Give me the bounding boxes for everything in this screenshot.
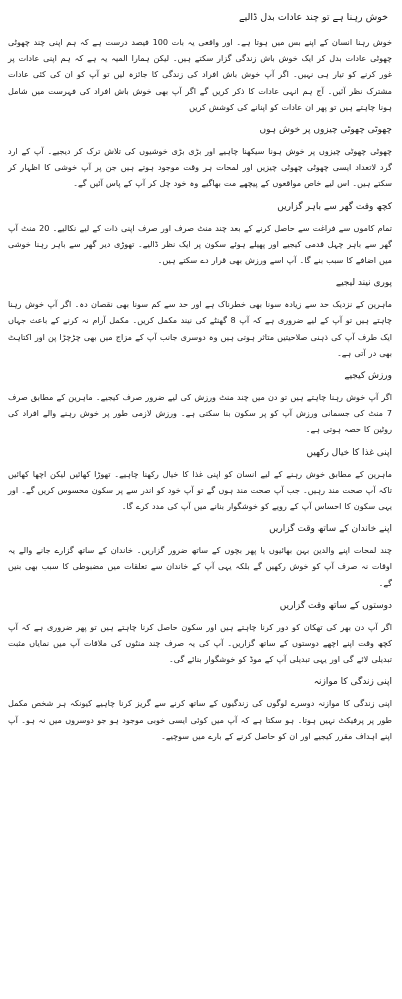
intro-paragraph: خوش رہنا انسان کے اپنے بس میں ہوتا ہے۔ اور واقعی یہ بات 100 فیصد درست ہے کہ ہم اپنی چند چھوٹی چھوٹی عادات بدل کر ایک خوش باش زندگی گزار سکتے ہیں۔ لیکن ہمارا المیہ یہ ہے کہ ہم اپنی عادات پر غور کرنے کو تیار ہی نہیں۔ اگر آپ خوش باش افراد کی زندگی کا جائزہ لیں تو آپ کو ان کی کئی عادات مشترک نظر آئیں۔ آج ہم انہی عادات کا ذکر کریں گے اگر آپ بھی خوش باش افراد کی فہرست میں شامل ہونا چاہتے ہیں تو پھر ان عادات کو اپنانے کی کوشش کریں	[8, 37, 392, 112]
article-title: خوش رہنا ہے تو چند عادات بدل ڈالیے	[239, 12, 388, 23]
section-heading: چھوٹی چھوٹی چیزوں پر خوش ہوں	[259, 125, 392, 136]
section-paragraph: تمام کاموں سے فراغت سے حاصل کرنے کے بعد چند منٹ صرف اور صرف اپنی ذات کے لیے نکالیے۔ 20 منٹ آپ گھر سے باہر چہل قدمی کیجیے اور پھیلے ہوئے سکون پر ایک نظر ڈالیے۔ تھوڑی دیر گھر سے باہر رہنا خوشی میں اضافے کا سبب بنے گا۔ آپ اسے ورزش بھی قرار دے سکتے ہیں۔	[8, 222, 392, 266]
section-paragraph: ماہرین کے مطابق خوش رہنے کے لیے انسان کو اپنی غذا کا خیال رکھنا چاہیے۔ تھوڑا کھائیں لیکن اچھا کھائیں تاکہ آپ صحت مند رہیں۔ جب آپ صحت مند ہوں گے تو آپ خود کو اندر سے پر سکون محسوس کریں گے۔ اور یہی سکون کا احساس آپ کے رویے کو خوشگوار بنانے میں آپ کی مدد کرے گا۔	[8, 468, 392, 512]
section-heading: اپنی زندگی کا موازنہ	[313, 677, 392, 688]
section-heading: دوستوں کے ساتھ وقت گزاریں	[279, 600, 392, 611]
section-heading: پوری نیند لیجیے	[335, 278, 392, 289]
section-heading: کچھ وقت گھر سے باہر گزاریں	[277, 201, 392, 212]
section-paragraph: ماہرین کے نزدیک حد سے زیادہ سونا بھی خطرناک ہے اور حد سے کم سونا بھی نقصان دہ۔ اگر آپ خوش رہنا چاہتے ہیں تو آپ کے لیے ضروری ہے کہ آپ 8 گھنٹے کی نیند مکمل کریں۔ مکمل آرام نہ کرنے کے باعث جہاں ایک طرف آپ کی ذہنی صلاحیتیں متاثر ہوتی ہیں وہ دوسری جانب آپ کے مزاج میں بھی چڑچڑا پن اور اکتاہٹ بھی در آتی ہے۔	[8, 299, 392, 358]
section-heading: اپنی غذا کا خیال رکھیں	[306, 447, 392, 458]
section-paragraph: اگر آپ دن بھر کی تھکان کو دور کرنا چاہتے ہیں اور سکون حاصل کرنا چاہتے ہیں تو پھر ضروری ہے کہ آپ کچھ وقت اپنے اچھے دوستوں کے ساتھ گزاریں۔ آپ کی یہ صرف چند منٹوں کی ملاقات آپ میں نمایاں مثبت تبدیلی لائے گی اور یہی تبدیلی آپ کے موڈ کو خوشگوار بنائے گی۔	[8, 621, 392, 665]
section-heading: ورزش کیجیے	[344, 371, 392, 382]
section-paragraph: اگر آپ خوش رہنا چاہتے ہیں تو دن میں چند منٹ ورزش کی لیے ضرور صرف کیجیے۔ ماہرین کے مطابق صرف 7 منٹ کی جسمانی ورزش آپ کو پر سکون بنا سکتی ہے۔ ورزش لازمی طور پر خوش رہنے والے افراد کی روٹین کا حصہ ہوتی ہے۔	[8, 392, 392, 435]
section-heading: اپنے خاندان کے ساتھ وقت گزاریں	[269, 524, 392, 535]
section-paragraph: اپنی زندگی کا موازنہ دوسرے لوگوں کی زندگیوں کے ساتھ کرنے سے گریز کرنا چاہیے کیونکہ ہر شخص مکمل طور پر پرفیکٹ نہیں ہوتا۔ ہو سکتا ہے کہ آپ میں کوئی ایسی خوبی موجود ہو جو دوسروں میں نہ ہو۔ آپ اپنے اہداف مقرر کیجیے اور ان کو حاصل کرنے کے بارے میں سوچیے۔	[8, 698, 392, 741]
section-paragraph: چند لمحات اپنے والدین بہن بھائیوں یا پھر بچوں کے ساتھ ضرور گزاریں۔ خاندان کے ساتھ گزارے جانے والے یہ اوقات نہ صرف آپ کو خوش رکھیں گے بلکہ یہی آپ کے خاندان سے تعلقات میں مضبوطی کا سبب بھی بنیں گے۔	[8, 545, 392, 588]
section-paragraph: چھوٹی چھوٹی چیزوں پر خوش ہونا سیکھنا چاہیے اور بڑی بڑی خوشیوں کی تلاش ترک کر دیجیے۔ آپ کے ارد گرد لاتعداد ایسی چھوٹی چھوٹی چیزیں اور لمحات ہر وقت موجود ہوتے ہیں جن پر آپ خوشی کا اظہار کر سکتے ہیں۔ اس لیے خاص مواقعوں کے پیچھے مت بھاگیے وہ خود چل کر آپ کے پاس آئیں گے۔	[8, 146, 392, 189]
